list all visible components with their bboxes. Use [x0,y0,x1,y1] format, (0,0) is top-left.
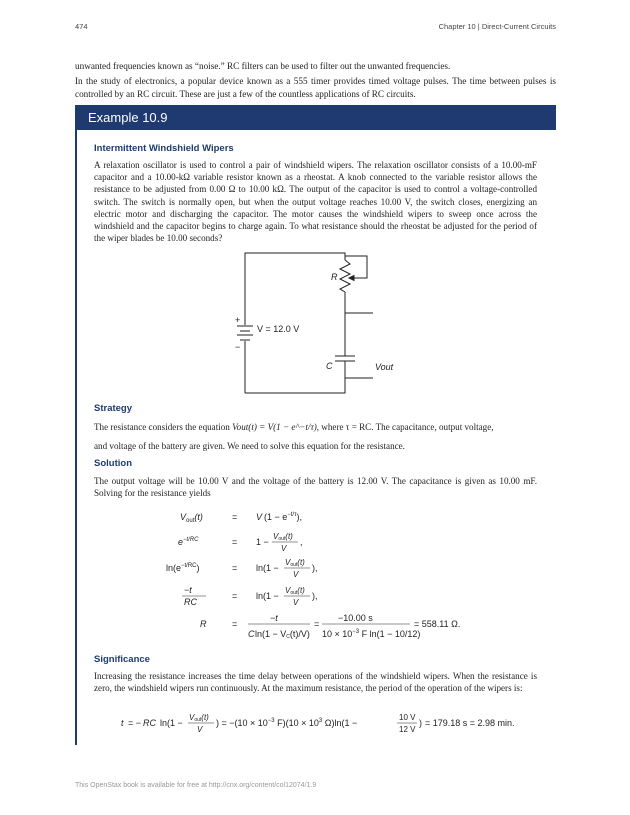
capacitor-label: C [326,361,333,371]
svg-text:=: = [232,563,238,573]
strategy-text [94,421,537,433]
svg-text:12 V: 12 V [399,725,416,734]
battery-label: V = 12.0 V [257,324,300,334]
svg-text:=: = [232,512,238,522]
svg-text:1 −: 1 − [256,537,269,547]
significance-heading: Significance [94,654,150,665]
solution-text: The output voltage will be 10.00 V and the voltage of the battery is 12.00 V. The capacitance is given as 10.00 mF. Solving for the resistance yields [94,476,537,499]
battery-minus-label: − [235,342,241,352]
svg-text:−t: −t [184,585,192,595]
chapter-title: Chapter 10 | Direct-Current Circuits [438,22,556,31]
svg-text:),: ), [312,591,318,601]
svg-text:) = −(10 × 10−3 F)(10 × 103 Ω): ) = $-(10 \times 10^{-3}$ $F)(10 \times 10^3$ Ω)ln(1 − [216,718,358,728]
svg-text:RC: RC [184,597,197,607]
intro-paragraph-2: In the study of electronics, a popular device known as a 555 timer provides timed voltage pulses. The time between pulses is controlled by an RC circuit. These are just a few of the countless applications of RC circuits. [75,76,556,99]
svg-text:RC: RC [143,718,156,728]
svg-text:ln(e−t/RC): $\ln(e^{-t/RC})$ [166,563,200,573]
final-result: = 179.18 s = 2.98 min. [425,718,515,728]
svg-text:Vout(t): Vout(t) [189,713,209,723]
svg-text:V: V [293,598,299,607]
svg-text:=: = [232,537,238,547]
svg-text:−10.00 s: −10.00 s [338,613,373,623]
svg-text:10 × 10−3 F ln(1 − 10/12): $10 \times 10^{-3}$ F ln(1 − 10/12) [322,629,421,639]
solution-heading: Solution [94,458,132,469]
strategy-equation: Vout(t) = V(1 − e^−t/τ), [232,422,320,432]
svg-text:Vout(t): Vout(t) [285,586,305,596]
svg-text:= −: = − [128,718,142,728]
svg-text:=: = [232,619,238,629]
derivation-equations [160,505,480,645]
svg-text:Vout(t): $V_{out}(t)$ [180,512,203,524]
svg-text:): ) [419,718,422,728]
example-header [75,105,556,130]
svg-text:10 V: 10 V [399,713,416,722]
svg-text:V: V [256,512,263,522]
strategy-text-2: and voltage of the battery are given. We need to solve this equation for the resistance. [94,441,405,451]
svg-text:ln(1 −: ln(1 − [256,591,279,601]
strategy-text-a: The resistance considers the equation [94,422,230,432]
strategy-text-b: where τ = RC. The capacitance, output voltage, [321,422,494,432]
svg-text:V: V [293,570,299,579]
resistor-label: R [331,272,338,282]
svg-text:(1 − e−t/τ),: $(1 - e^{-t/\tau})$, [264,512,302,522]
svg-text:ln(1 − VC(t)/V): ln(1 − VC(t)/V) [255,629,310,640]
svg-text:),: ), [312,563,318,573]
example-title: Example 10.9 [88,110,168,125]
circuit-diagram [225,248,410,398]
battery-plus-label: + [235,315,241,325]
final-equation [115,708,525,738]
vout-label: Vout [375,362,394,372]
svg-text:=: = [314,619,320,629]
intro-paragraph-1: unwanted frequencies known as “noise.” RC filters can be used to filter out the unwanted frequencies. [75,61,451,71]
example-subtitle: Intermittent Windshield Wipers [94,143,234,154]
svg-text:R: R [200,619,207,629]
svg-text:=: = [232,591,238,601]
svg-text:V: V [281,544,287,553]
svg-text:,: , [300,537,303,547]
svg-text:e−t/RC: $e^{-t/RC}$ [178,537,199,547]
significance-text: Increasing the resistance increases the time delay between operations of the windshield wipers. When the resistance is zero, the windshield wipers run continuously. At the maximum resistance, the period of the operation of the wipers is: [94,671,537,694]
svg-text:C: C [248,629,255,639]
svg-text:V: V [197,725,203,734]
svg-text:ln(1 −: ln(1 − [160,718,183,728]
svg-text:Vout(t): Vout(t) [285,558,305,568]
svg-text:−t: −t [270,613,278,623]
svg-text:ln(1 −: ln(1 − [256,563,279,573]
svg-text:t: t [121,718,124,728]
page-footer: This OpenStax book is available for free at http://cnx.org/content/col12074/1.9 [75,782,317,789]
svg-text:Vout(t): Vout(t) [273,532,293,542]
page-number: 474 [75,22,88,31]
svg-text:= 558.11 Ω.: = 558.11 Ω. [414,619,461,629]
strategy-heading: Strategy [94,403,133,414]
problem-text: A relaxation oscillator is used to control a pair of windshield wipers. The relaxation oscillator consists of a 10.00-mF capacitor and a 10.00-kΩ variable resistor known as a rheostat. A knob connected to the variable resistor allows the resistance to be adjusted from 0.00 Ω to 10.00 kΩ. The output of the capacitor is used to control a voltage-controlled switch. The switch is normally open, but when the output voltage reaches 10.00 V, the switch closes, energizing an electric motor and discharging the capacitor. The motor causes the windshield wipers to sweep once across the windshield and the capacitor begins to charge again. To what resistance should the rheostat be adjusted for the period of the wiper blades be 10.00 seconds? [94,160,537,244]
